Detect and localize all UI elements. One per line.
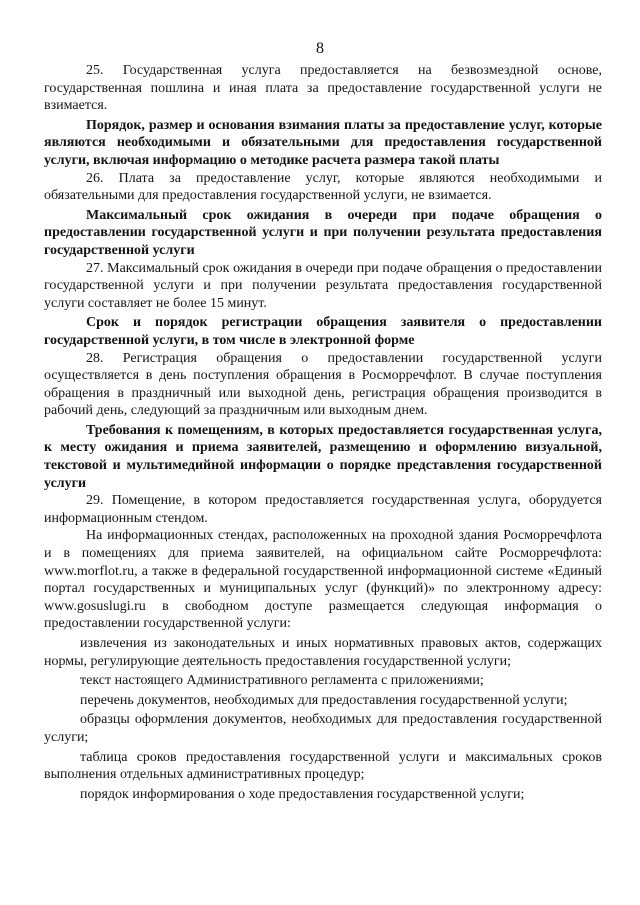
paragraph-information-stands: На информационных стендах, расположенных на проходной здания Росморречфлота и в помещениях для приема заявителей, на официальном сайте Росморречфлота: www.morflot.ru, а также в федеральной государственной информационной системе «Единый портал государственных и муниципальных услуг (функций)» по электронному адресу: www.gosuslugi.ru в свободном доступе размещается следующая информация о предоставлении государственной услуги: — [44, 528, 602, 632]
paragraph-25: 25. Государственная услуга предоставляется на безвозмездной основе, государственная пошлина и иная плата за предоставление государственной услуги не взимается. — [44, 63, 602, 114]
list-item-extracts: извлечения из законодательных и иных нормативных правовых актов, содержащих нормы, регулирующие деятельность предоставления государственной услуги; — [44, 636, 602, 669]
list-item-deadlines-table: таблица сроков предоставления государственной услуги и максимальных сроков выполнения отдельных административных процедур; — [44, 749, 602, 783]
paragraph-26: 26. Плата за предоставление услуг, которые являются необходимыми и обязательными для предоставления государственной услуги, не взимается. — [44, 170, 602, 204]
list-item-document-samples: образцы оформления документов, необходимых для предоставления государственной услуги; — [44, 712, 602, 745]
list-item-regulation-text: текст настоящего Административного регламента с приложениями; — [80, 673, 484, 689]
document-body — [44, 62, 602, 803]
paragraph-28: 28. Регистрация обращения о предоставлении государственной услуги осуществляется в день поступления обращения в Росморречфлот. В случае поступления обращения в праздничный или выходной день, регистрация обращения производится в рабочий день, следующий за праздничным или выходным днем. — [44, 350, 602, 419]
heading-max-waiting-time: Максимальный срок ожидания в очереди при подаче обращения о предоставлении государственной услуги и при получении результата предоставления государственной услуги — [44, 207, 602, 258]
page-number: 8 — [316, 40, 324, 57]
heading-payment-for-required-services: Порядок, размер и основания взимания платы за предоставление услуг, которые являются необходимыми и обязательными для предоставления государственной услуги, включая информацию о методике расчета размера такой платы — [44, 117, 602, 168]
paragraph-27: 27. Максимальный срок ожидания в очереди при подаче обращения о предоставлении государственной услуги и при получении результата предоставления государственной услуги составляет не более 15 минут. — [44, 260, 602, 311]
list-item-documents-list: перечень документов, необходимых для предоставления государственной услуги; — [80, 692, 568, 708]
list-item-progress-information: порядок информирования о ходе предоставления государственной услуги; — [80, 786, 525, 802]
heading-registration-term: Срок и порядок регистрации обращения заявителя о предоставлении государственной услуги, в том числе в электронной форме — [44, 315, 602, 348]
paragraph-29: 29. Помещение, в котором предоставляется государственная услуга, оборудуется информационным стендом. — [44, 493, 602, 526]
heading-premises-requirements: Требования к помещениям, в которых предоставляется государственная услуга, к месту ожидания и приема заявителей, размещению и оформлению визуальной, текстовой и мультимедийной информации о порядке представления государственной услуги — [44, 422, 602, 491]
